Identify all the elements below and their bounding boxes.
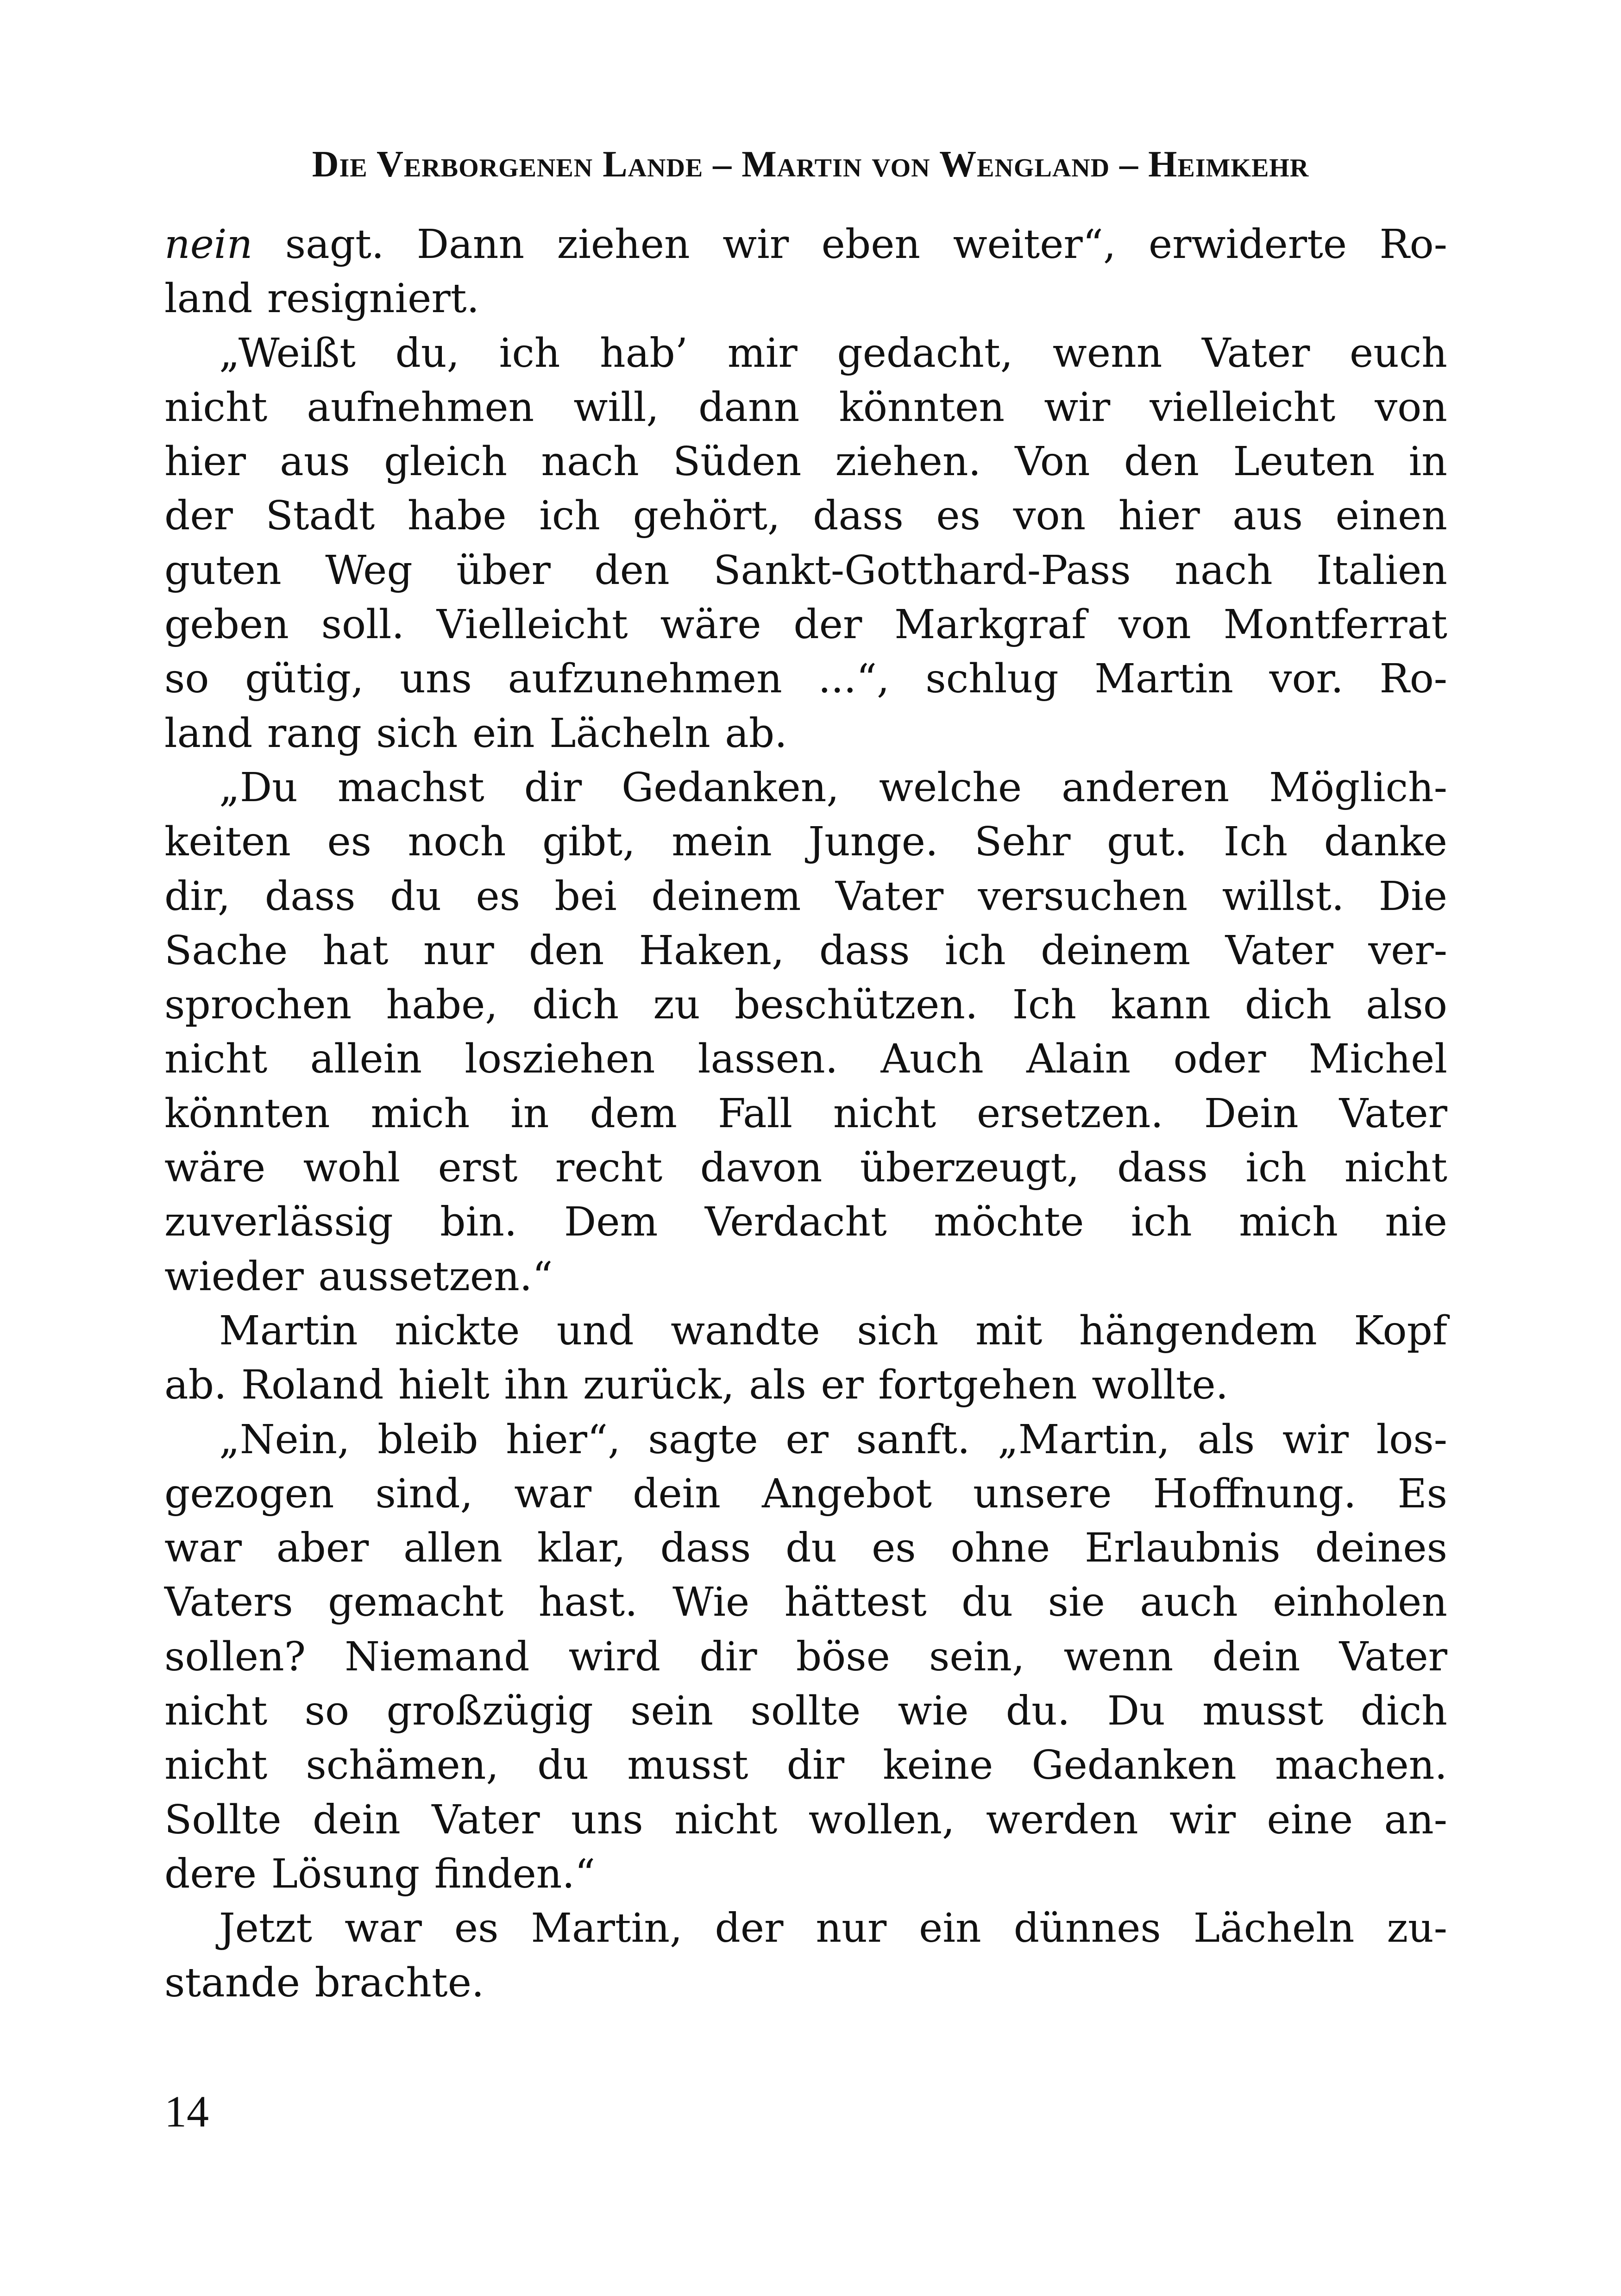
text-line: sollen? Niemand wird dir böse sein, wenn dein Vater	[164, 1633, 1447, 1680]
text-line: nicht schämen, du musst dir keine Gedanken machen.	[164, 1742, 1447, 1789]
text-line: Vaters gemacht hast. Wie hättest du sie auch einholen	[164, 1579, 1447, 1626]
text-line: hier aus gleich nach Süden ziehen. Von den Leuten in	[164, 439, 1447, 485]
text-line: „Nein, bleib hier“, sagte er sanft. „Martin, als wir los-	[219, 1416, 1447, 1463]
text-line: land rang sich ein Lächeln ab.	[164, 710, 787, 757]
text-line: nein sagt. Dann ziehen wir eben weiter“, erwiderte Ro-	[164, 221, 1447, 268]
text-line: Jetzt war es Martin, der nur ein dünnes Lächeln zu-	[219, 1905, 1447, 1952]
text-line: könnten mich in dem Fall nicht ersetzen. Dein Vater	[164, 1090, 1447, 1137]
text-line: dere Lösung finden.“	[164, 1851, 596, 1897]
text-line: sprochen habe, dich zu beschützen. Ich kann dich also	[164, 982, 1447, 1029]
text-line: wäre wohl erst recht davon überzeugt, dass ich nicht	[164, 1145, 1447, 1192]
text-line: stande brachte.	[164, 1959, 484, 2006]
text-line: geben soll. Vielleicht wäre der Markgraf von Montferrat	[164, 602, 1447, 648]
text-line: war aber allen klar, dass du es ohne Erlaubnis deines	[164, 1525, 1447, 1572]
text-line: Sache hat nur den Haken, dass ich deinem Vater ver-	[164, 927, 1447, 974]
text-line: nicht so großzügig sein sollte wie du. Du musst dich	[164, 1688, 1447, 1735]
emphasis: nein	[164, 221, 253, 268]
text-line: Martin nickte und wandte sich mit hängendem Kopf	[219, 1307, 1447, 1354]
running-head: Die Verborgenen Lande – Martin von Wengland – Heimkehr	[312, 144, 1309, 185]
text-line: keiten es noch gibt, mein Junge. Sehr gut. Ich danke	[164, 819, 1447, 866]
text-line: der Stadt habe ich gehört, dass es von hier aus einen	[164, 493, 1447, 539]
body-text	[164, 218, 1447, 2010]
text-line: Sollte dein Vater uns nicht wollen, werden wir eine an-	[164, 1796, 1447, 1843]
text-line: „Weißt du, ich hab’ mir gedacht, wenn Vater euch	[219, 330, 1447, 376]
text-line: dir, dass du es bei deinem Vater versuchen willst. Die	[164, 873, 1447, 920]
text-line: nicht aufnehmen will, dann könnten wir vielleicht von	[164, 384, 1447, 431]
text-line: guten Weg über den Sankt-Gotthard-Pass nach Italien	[164, 547, 1447, 594]
text-line: so gütig, uns aufzunehmen ...“, schlug Martin vor. Ro-	[164, 656, 1447, 703]
text-line: nicht allein losziehen lassen. Auch Alain oder Michel	[164, 1036, 1447, 1083]
text-line: land resigniert.	[164, 276, 479, 322]
text-line: „Du machst dir Gedanken, welche anderen Möglich-	[219, 764, 1447, 811]
text-line: ab. Roland hielt ihn zurück, als er fortgehen wollte.	[164, 1362, 1229, 1409]
text-line: gezogen sind, war dein Angebot unsere Hoffnung. Es	[164, 1470, 1447, 1517]
text-line: wieder aussetzen.“	[164, 1253, 553, 1300]
page-number: 14	[164, 2087, 209, 2136]
text-line: zuverlässig bin. Dem Verdacht möchte ich mich nie	[164, 1199, 1447, 1246]
